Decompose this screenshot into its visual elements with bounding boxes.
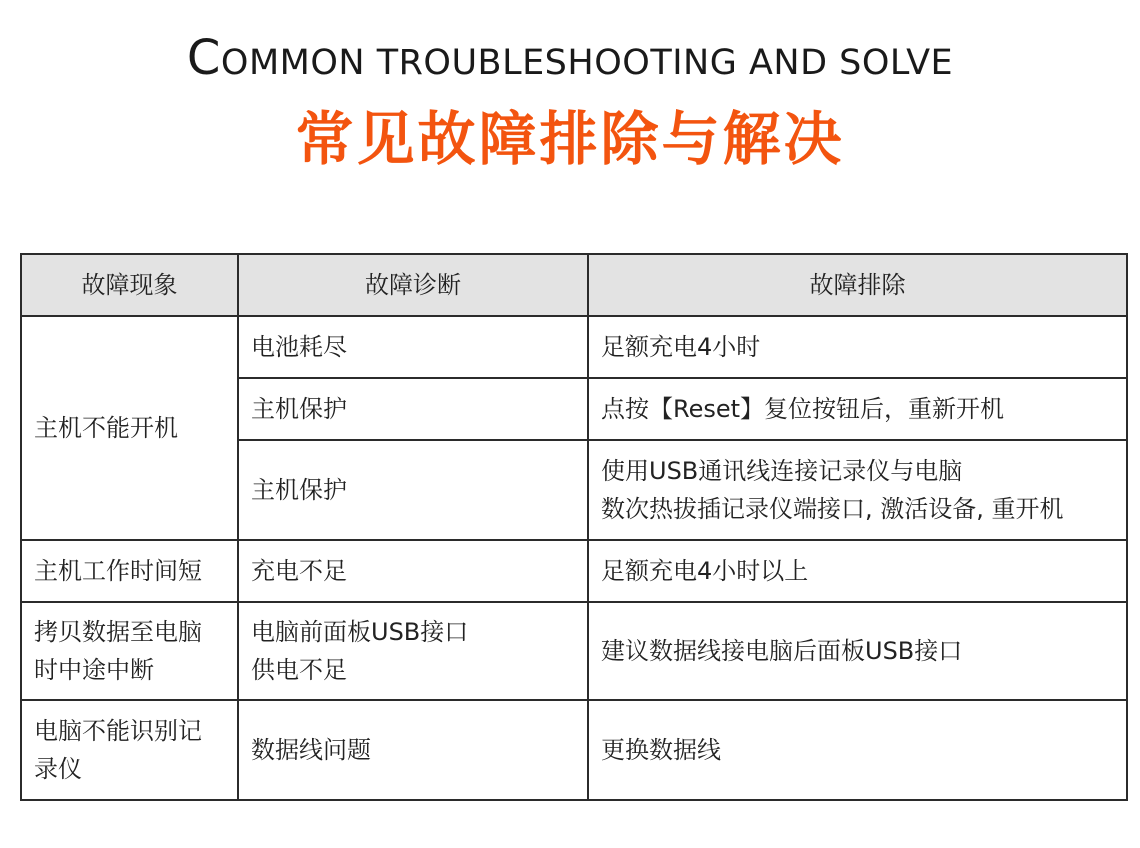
header-symptom: 故障现象	[21, 254, 238, 316]
table-row	[21, 602, 1127, 700]
solution-line: 数次热拔插记录仪端接口, 激活设备, 重开机	[601, 495, 1064, 523]
solution-cell: 足额充电4小时	[588, 316, 1127, 378]
symptom-line: 电脑不能识别记	[34, 717, 202, 745]
diagnosis-cell: 充电不足	[238, 540, 588, 602]
solution-cell: 更换数据线	[588, 700, 1127, 800]
table-row	[21, 700, 1127, 800]
diagnosis-cell	[238, 602, 588, 700]
troubleshooting-table	[20, 253, 1128, 801]
table-row	[21, 540, 1127, 602]
symptom-cell: 主机工作时间短	[21, 540, 238, 602]
diagnosis-cell: 主机保护	[238, 440, 588, 540]
page-title-english	[0, 30, 1140, 86]
title-initial: C	[186, 30, 221, 86]
solution-cell: 足额充电4小时以上	[588, 540, 1127, 602]
diagnosis-cell: 主机保护	[238, 378, 588, 440]
page-title-chinese: 常见故障排除与解决	[295, 105, 845, 173]
symptom-line: 时中途中断	[34, 656, 154, 684]
symptom-line: 录仪	[34, 755, 82, 783]
solution-cell: 建议数据线接电脑后面板USB接口	[588, 602, 1127, 700]
solution-cell: 点按【Reset】复位按钮后，重新开机	[588, 378, 1127, 440]
solution-line: 使用USB通讯线连接记录仪与电脑	[601, 457, 963, 485]
table-row	[21, 316, 1127, 378]
symptom-line: 拷贝数据至电脑	[34, 618, 202, 646]
diagnosis-line: 供电不足	[251, 656, 347, 684]
symptom-cell	[21, 602, 238, 700]
table-header-row	[21, 254, 1127, 316]
title-rest: OMMON TROUBLESHOOTING AND SOLVE	[220, 43, 954, 83]
symptom-cell: 主机不能开机	[21, 316, 238, 540]
diagnosis-cell: 电池耗尽	[238, 316, 588, 378]
header-diagnosis: 故障诊断	[238, 254, 588, 316]
symptom-cell	[21, 700, 238, 800]
diagnosis-line: 电脑前面板USB接口	[251, 618, 469, 646]
diagnosis-cell: 数据线问题	[238, 700, 588, 800]
header-solution: 故障排除	[588, 254, 1127, 316]
solution-cell	[588, 440, 1127, 540]
